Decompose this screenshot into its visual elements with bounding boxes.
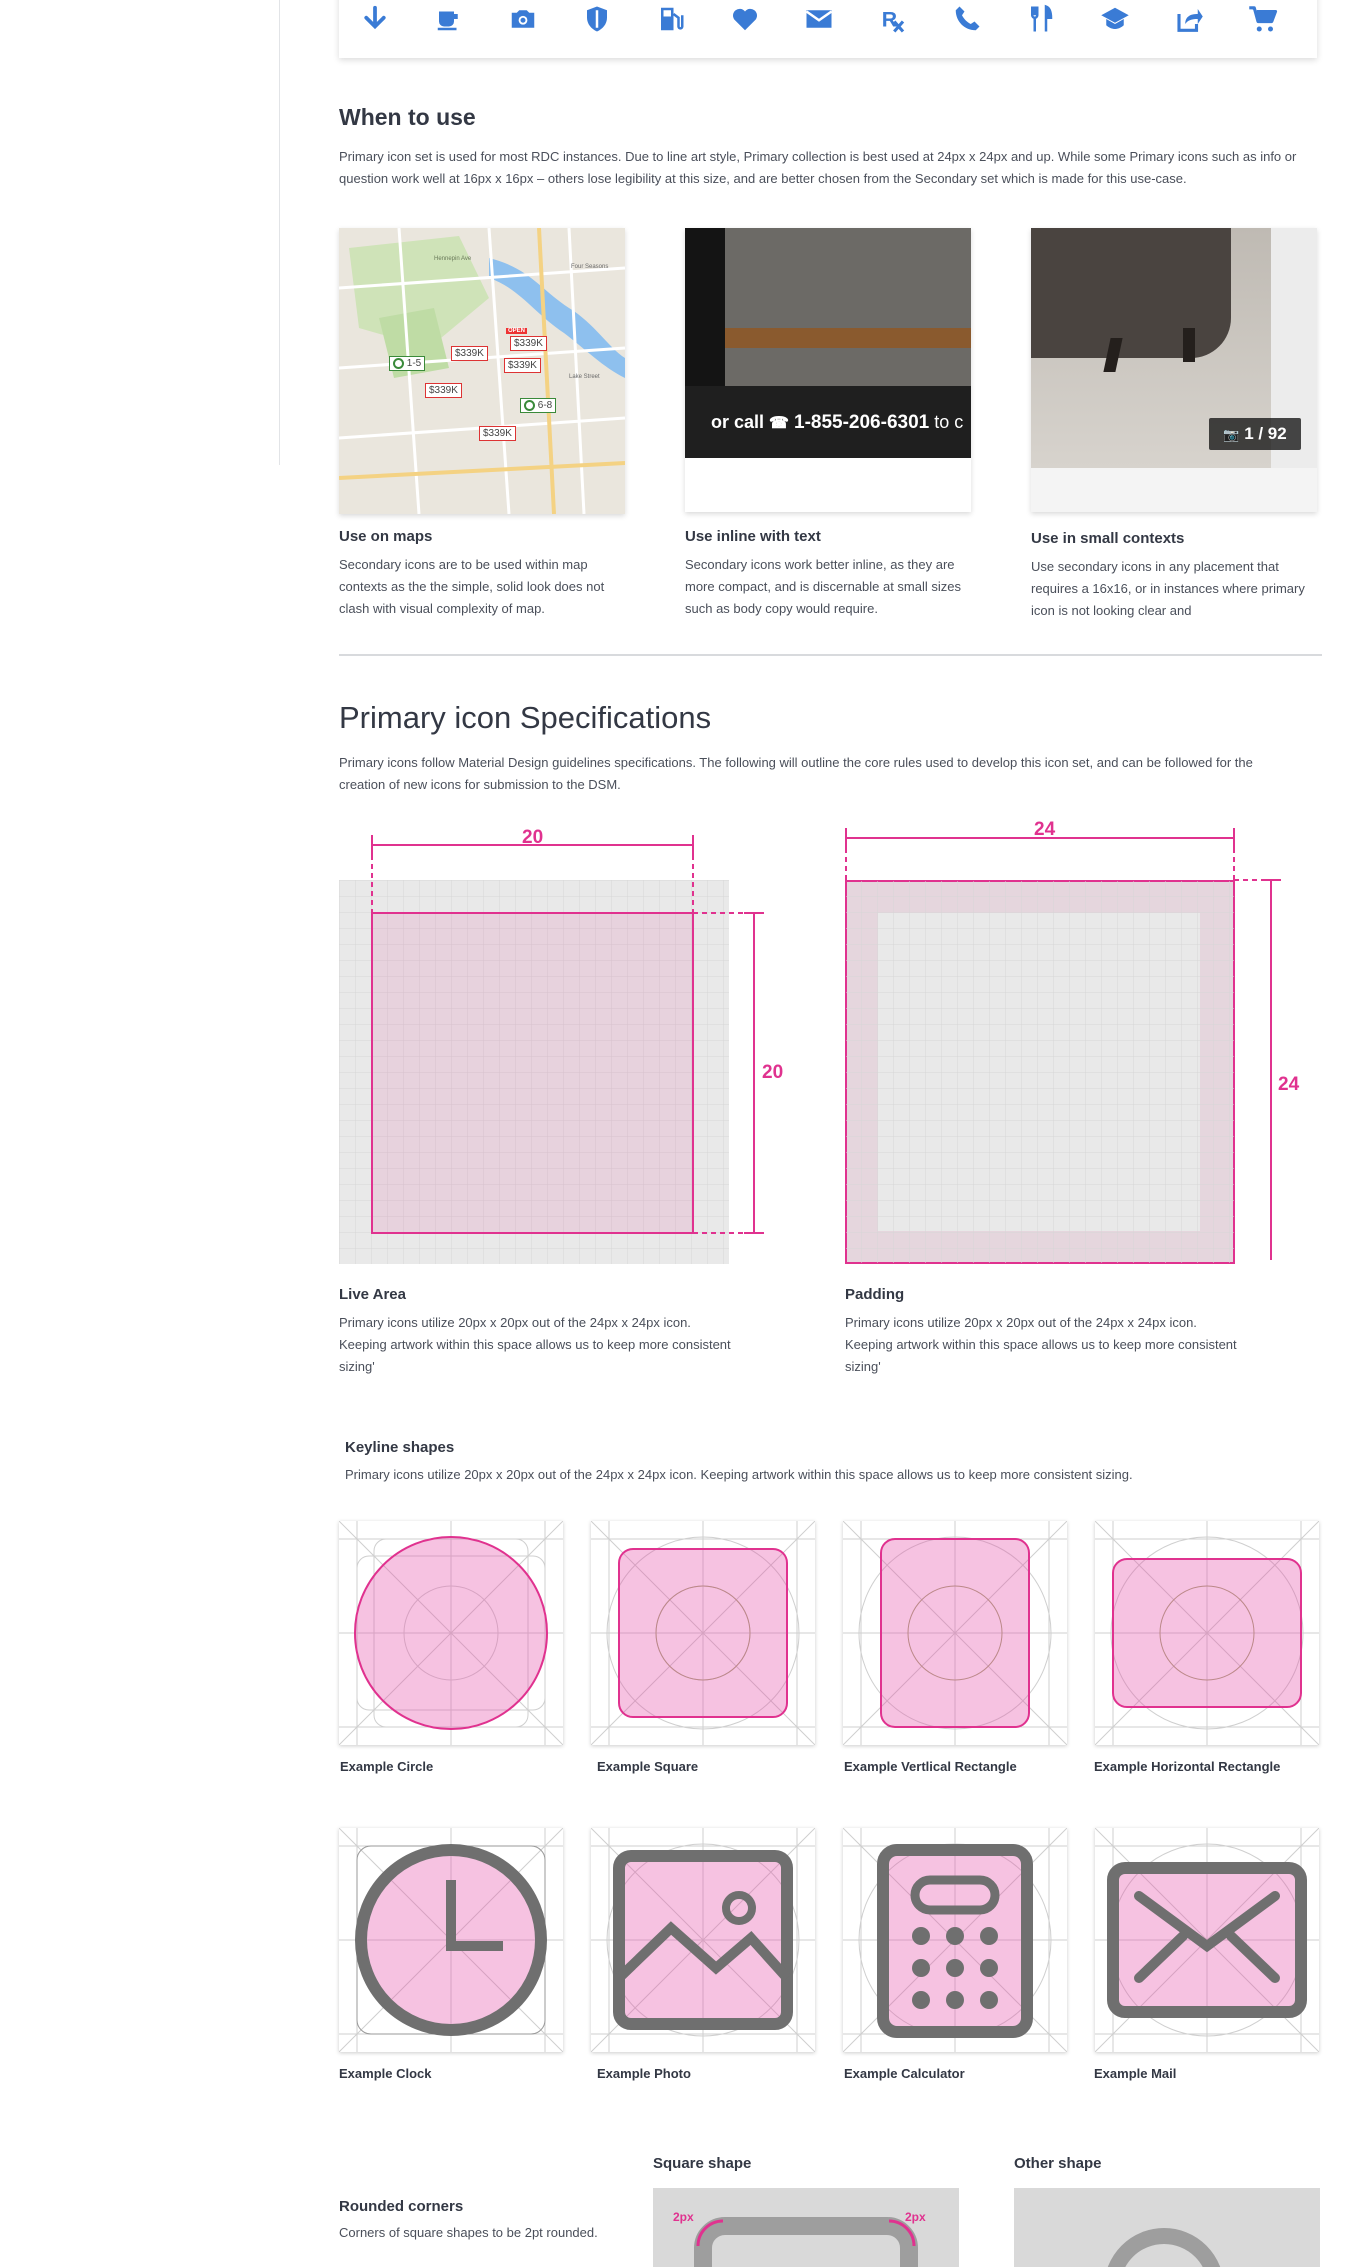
photo-counter-badge[interactable] [1209,418,1301,450]
example-label: Example Calculator [844,2066,965,2081]
map-price-marker[interactable]: $339K [510,336,547,351]
example-clock-card [339,1828,563,2052]
icon-showcase-card [339,0,1317,58]
live-area-dimension-lines [339,820,789,1240]
map-place-label: Lake Street [569,374,600,380]
example-label: Example Photo [597,2066,691,2081]
map-price-marker[interactable]: $339K [425,383,462,398]
small-context-thumbnail [1031,228,1317,512]
keyline-shape-label: Example Horizontal Rectangle [1094,1759,1281,1774]
map-price-marker[interactable]: $339K [451,346,488,361]
map-thumbnail [339,228,625,514]
camera-icon: 📷 [1223,427,1240,442]
live-area-description: Primary icons utilize 20px x 20px out of the 24px x 24px icon. Keeping artwork within this space allows us to keep more consistent sizing' [339,1315,731,1374]
padding-width-label: 24 [1034,819,1056,840]
corner-label-right: 2px [905,2210,926,2224]
map-price-marker[interactable]: $339K [504,358,541,373]
cluster-count: 6-8 [537,400,553,412]
map-cluster-marker[interactable] [520,398,556,413]
phone-icon [952,4,982,34]
example-label: Example Clock [339,2066,432,2081]
keyline-body: Primary icons utilize 20px x 20px out of the 24px x 24px icon. Keeping artwork within this space allows us to keep more consistent sizing. [345,1467,1133,1482]
cluster-count: 1-5 [406,358,422,370]
when-to-use-body: Primary icon set is used for most RDC instances. Due to line art style, Primary collection is best used at 24px x 24px and up. While some Primary icons such as info or question work well at 16px x 16px – others lose legibility at this size, and are better chosen from the Secondary set which is made for this use-case. [339,149,1297,186]
coffee-icon [434,4,464,34]
keyline-card-circle [339,1521,563,1745]
heart-icon [730,4,760,34]
live-area-height-label: 20 [762,1062,784,1083]
tile-description: Use secondary icons in any placement that requires a 16x16, or in instances where primary icon is not looking clear and [1031,559,1305,618]
mail-icon [804,4,834,34]
phone-icon: ☎ [769,415,789,432]
specs-body: Primary icons follow Material Design guidelines specifications. The following will outline the core rules used to develop this icon set, and can be followed for the creation of new icons for submission to the DSM. [339,755,1253,792]
padding-dimension-lines [845,820,1295,1260]
example-calculator-card [843,1828,1067,2052]
keyline-shape-label: Example Vertlical Rectangle [844,1759,1017,1774]
rounded-corners-heading: Rounded corners [339,2198,464,2215]
inline-text-thumbnail [685,228,971,512]
map-place-label: Four Seasons [571,264,609,270]
keyline-heading: Keyline shapes [345,1439,455,1456]
map-cluster-marker[interactable] [389,356,425,371]
specs-heading: Primary icon Specifications [339,700,712,735]
other-shape-heading: Other shape [1014,2155,1102,2172]
when-to-use-heading: When to use [339,104,476,130]
map-place-label: Hennepin Ave [434,256,472,262]
tile-title: Use inline with text [685,528,821,545]
sidebar-divider [279,0,280,465]
call-prefix: or call [711,412,765,432]
padding-height-label: 24 [1278,1074,1300,1095]
tile-description: Secondary icons are to be used within map contexts as the the simple, solid look does not clash with visual complexity of map. [339,557,605,616]
padding-description: Primary icons utilize 20px x 20px out of the 24px x 24px icon. Keeping artwork within this space allows us to keep more consistent sizing' [845,1315,1237,1374]
square-shape-example [653,2188,959,2267]
other-shape-example [1014,2188,1320,2267]
square-shape-heading: Square shape [653,2155,752,2172]
keyline-card-square [591,1521,815,1745]
share-icon [1174,4,1204,34]
shield-icon [582,4,612,34]
rx-icon [878,4,908,34]
call-suffix: to c [934,412,964,432]
keyline-shape-label: Example Square [597,1759,699,1774]
cart-icon [1248,4,1278,34]
example-label: Example Mail [1094,2066,1177,2081]
gas-station-icon [656,4,686,34]
corner-label-left: 2px [673,2210,694,2224]
tile-title: Use in small contexts [1031,530,1185,547]
example-mail-card [1095,1828,1319,2052]
map-open-tag: OPEN [508,328,526,334]
call-banner [685,386,971,458]
tile-title: Use on maps [339,528,433,545]
photo-counter: 1 / 92 [1244,424,1287,443]
map-price-marker[interactable]: $339K [479,426,516,441]
keyline-shape-label: Example Circle [340,1759,434,1774]
arrow-down-icon [360,4,390,34]
live-area-title: Live Area [339,1286,406,1303]
camera-icon [508,4,538,34]
example-photo-card [591,1828,815,2052]
restaurant-icon [1026,4,1056,34]
tile-description: Secondary icons work better inline, as they are more compact, and is discernable at small sizes such as body copy would require. [685,557,962,616]
phone-number-link[interactable]: 1-855-206-6301 [794,412,930,433]
cluster-icon [393,358,404,369]
room-photo [685,228,971,386]
keyline-card-vertical-rectangle [843,1521,1067,1745]
section-divider [339,654,1322,656]
cluster-icon [524,400,535,411]
rounded-corners-body: Corners of square shapes to be 2pt rounded. [339,2225,598,2240]
graduation-cap-icon [1100,4,1130,34]
live-area-width-label: 20 [522,827,544,848]
svg-text:R: R [881,7,898,32]
keyline-card-horizontal-rectangle [1095,1521,1319,1745]
padding-title: Padding [845,1286,905,1303]
